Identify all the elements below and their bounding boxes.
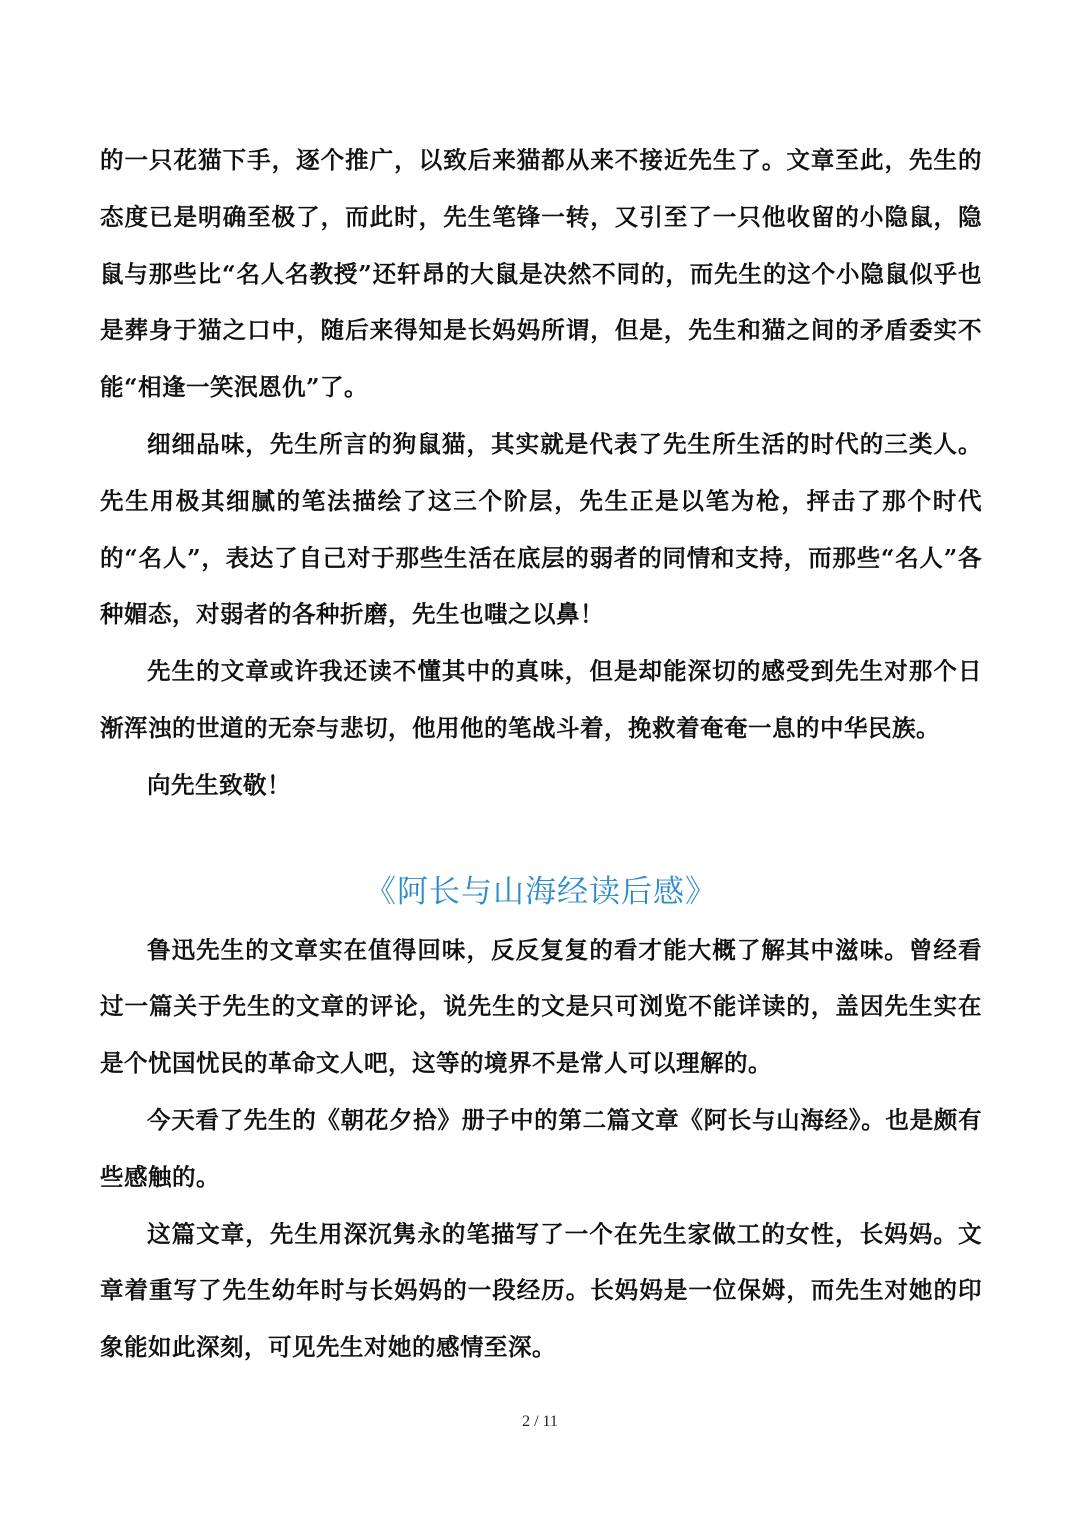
- body-paragraph: 今天看了先生的《朝花夕拾》册子中的第二篇文章《阿长与山海经》。也是颇有些感触的。: [100, 1105, 982, 1191]
- body-paragraph: 这篇文章，先生用深沉隽永的笔描写了一个在先生家做工的女性，长妈妈。文章着重写了先生幼年时与长妈妈的一段经历。长妈妈是一位保姆，而先生对她的印象能如此深刻，可见先生对她的感情至深。: [100, 1219, 982, 1362]
- body-paragraph: 细细品味，先生所言的狗鼠猫，其实就是代表了先生所生活的时代的三类人。先生用极其细腻的笔法描绘了这三个阶层，先生正是以笔为枪，抨击了那个时代的“名人”，表达了自己对于那些生活在底层的弱者的同情和支持，而那些“名人”各种媚态，对弱者的各种折磨，先生也嗤之以鼻！: [100, 429, 982, 629]
- document-page: [100, 132, 982, 1376]
- body-paragraph: 先生的文章或许我还读不懂其中的真味，但是却能深切的感受到先生对那个日渐浑浊的世道的无奈与悲切，他用他的笔战斗着，挽救着奄奄一息的中华民族。: [100, 657, 982, 742]
- body-paragraph-closing: 向先生致敬！: [147, 770, 291, 799]
- section-title: 《阿长与山海经读后感》: [365, 873, 717, 910]
- body-paragraph: 鲁迅先生的文章实在值得回味，反反复复的看才能大概了解其中滋味。曾经看过一篇关于先生的文章的评论，说先生的文是只可浏览不能详读的，盖因先生实在是个忧国忧民的革命文人吧，这等的境界不是常人可以理解的。: [100, 935, 982, 1078]
- page-number: 2 / 11: [522, 1413, 558, 1430]
- body-paragraph-continuation: 的一只花猫下手，逐个推广，以致后来猫都从来不接近先生了。文章至此，先生的态度已是明确至极了，而此时，先生笔锋一转，又引至了一只他收留的小隐鼠，隐鼠与那些比“名人名教授”还轩昂的大鼠是决然不同的，而先生的这个小隐鼠似乎也是葬身于猫之口中，随后来得知是长妈妈所谓，但是，先生和猫之间的矛盾委实不能“相逢一笑泯恩仇”了。: [100, 146, 982, 402]
